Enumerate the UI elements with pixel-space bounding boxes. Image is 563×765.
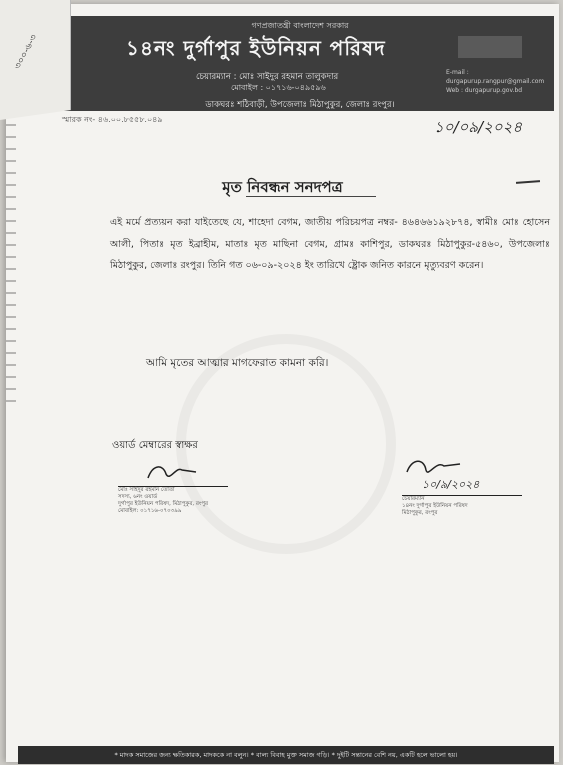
certificate-body: এই মর্মে প্রত্যয়ন করা যাইতেছে যে, শাহেদা বেগম, জাতীয় পরিচয়পত্র নম্বর- ৪৬৪৬৬১৯২৮৭৪, স্বামীঃ মোঃ হোসেন আলী, পিতাঃ মৃত ইব্রাহীম, মাতাঃ মৃত মাছিনা বেগম, গ্রামঃ কাশিপুর, ডাকঘরঃ মিঠাপুকুর-৫৪৬০, উপজেলাঃ মিঠাপুকুর, জেলাঃ রংপুর। তিনি গত ০৬-০৯-২০২৪ ইং তারিখে ষ্ট্রোক জনিত কারনে মৃত্যুবরণ করেন। bbox=[110, 217, 550, 271]
reference-number: স্মারক নং- ৪৬.০০.৮৫৫৮.০৪৯ bbox=[62, 115, 163, 124]
chairman-signature-scribble bbox=[402, 456, 462, 478]
chairman-seal-place: মিঠাপুকুর, রংপুর bbox=[402, 510, 438, 516]
union-name: ১৪নং দুর্গাপুর ইউনিয়ন পরিষদ bbox=[126, 36, 386, 60]
certificate-title: মৃত নিবন্ধন সনদপত্র bbox=[222, 178, 343, 196]
ward-member-signature bbox=[118, 460, 228, 515]
letterhead bbox=[46, 16, 554, 111]
handwritten-date: ১০/০৯/২০২৪ bbox=[434, 118, 523, 136]
chairman-seal bbox=[402, 496, 522, 517]
chairman-signature bbox=[402, 456, 522, 517]
mobile-line: মোবাইল : ০১৭১৬-০৪৯৫৯৬ bbox=[231, 83, 326, 92]
chairman-seal-role: চেয়ারম্যান bbox=[402, 496, 425, 502]
chairman-seal-union: ১৪নং দুর্গাপুর ইউনিয়ন পরিষদ bbox=[402, 503, 468, 509]
footer-slogans: * মাদক সমাজের জন্য ক্ষতিকারক, মাদককে না বলুন। * বাল্য বিবাহ মুক্ত সমাজ গড়ি। * দুইটি সন্তানের বেশি নয়, একটি হলে ভালো হয়। bbox=[18, 746, 554, 764]
ward-member-signature-label: ওয়ার্ড মেম্বারের স্বাক্ষর bbox=[112, 440, 198, 451]
contact-info bbox=[446, 68, 554, 95]
chairman-line: চেয়ারম্যান : মোঃ সাইদুর রহমান তালুকদার bbox=[196, 72, 339, 82]
redaction-block bbox=[458, 36, 522, 58]
ward-signature-scribble bbox=[118, 460, 198, 482]
certificate-page bbox=[6, 4, 559, 762]
underlying-sheet-corner bbox=[0, 0, 71, 120]
ward-seal-name: মোঃ সাইদুর রহমান তোতা bbox=[118, 487, 175, 493]
ward-seal-union: দুর্গাপুর ইউনিয়ন পরিষদ, মিঠাপুকুর, রংপুর bbox=[118, 501, 209, 507]
government-line: গণপ্রজাতন্ত্রী বাংলাদেশ সরকার bbox=[251, 21, 349, 30]
email-line: E-mail : durgapurup.rangpur@gmail.com bbox=[446, 69, 545, 85]
title-underline bbox=[246, 196, 376, 197]
corner-note: ৩০০-৬-৩ bbox=[13, 33, 40, 71]
ward-seal bbox=[118, 487, 228, 515]
ward-seal-mobile: মোবাইল: ০১৭১৬-০৭০৩৯৯ bbox=[118, 508, 182, 514]
address-line: ডাকঘরঃ শঠিবাড়ী, উপজেলাঃ মিঠাপুকুর, জেলাঃ রংপুর। bbox=[205, 100, 395, 110]
ward-seal-role: সদস্য, ৬নং ওয়ার্ড bbox=[118, 494, 158, 500]
binder-holes bbox=[6, 114, 16, 404]
web-line: Web : durgapurup.gov.bd bbox=[446, 87, 523, 94]
chairman-signature-date: ১০/৯/২০২৪ bbox=[422, 478, 480, 491]
prayer-line: আমি মৃতের আত্মার মাগফেরাত কামনা করি। bbox=[146, 357, 329, 369]
